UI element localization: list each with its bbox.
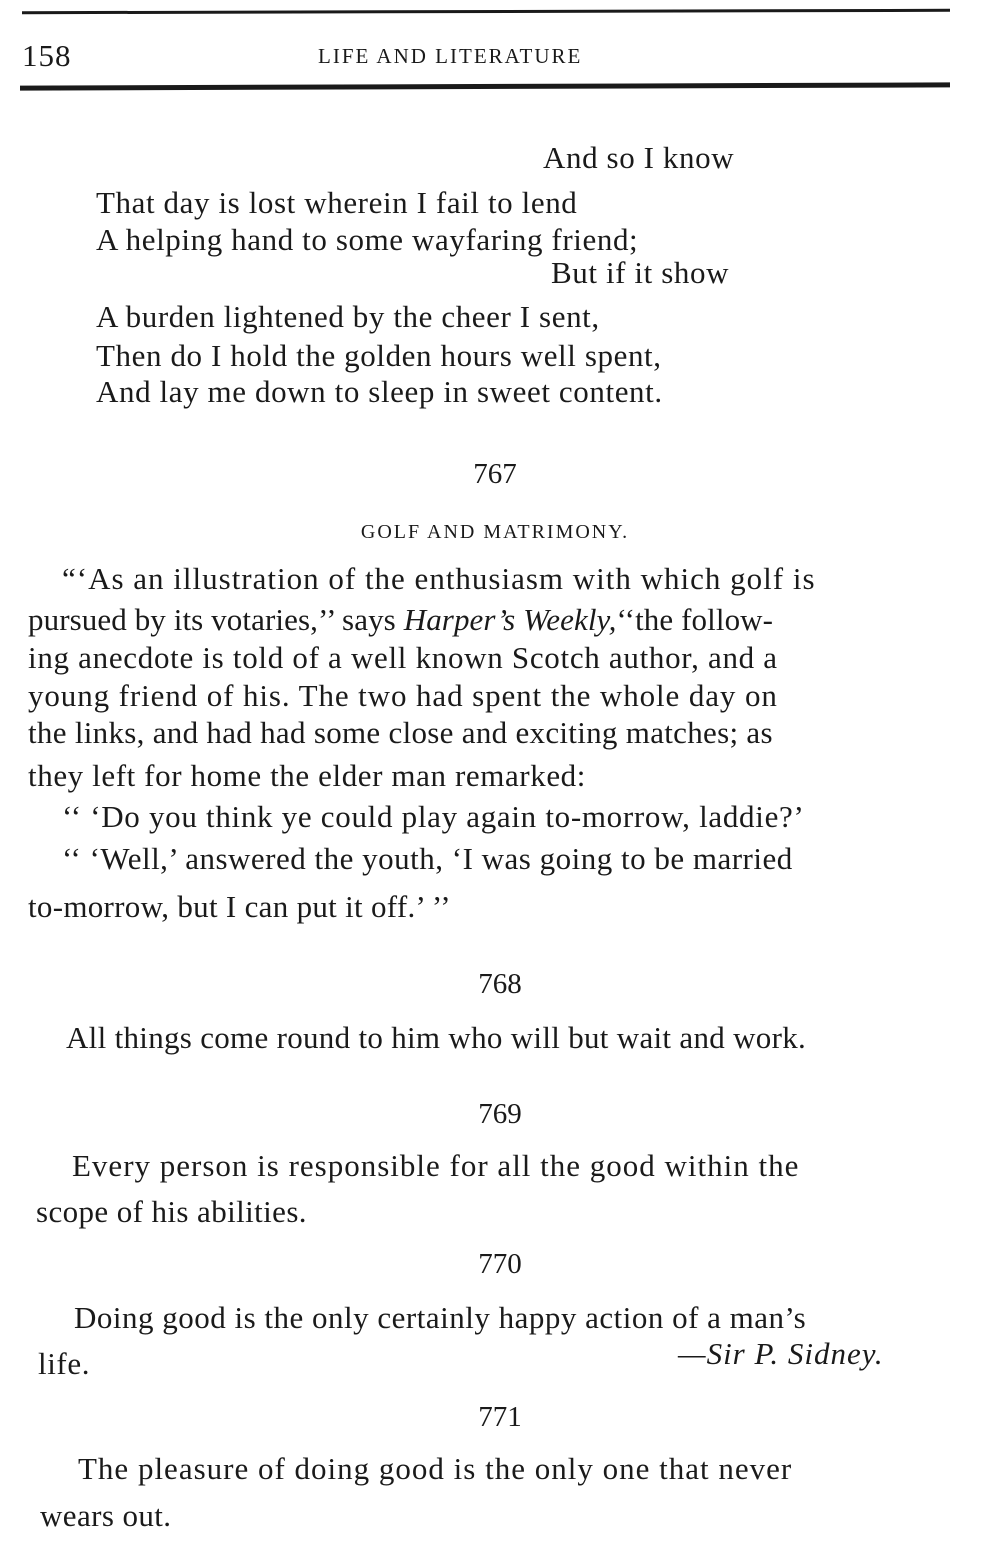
paragraph-line: young friend of his. The two had spent the whole day on [28,678,778,713]
publication-title: Harper’s Weekly, [403,602,617,637]
entry-number: 770 [478,1248,522,1280]
paragraph-line: Every person is responsible for all the good within the [72,1148,800,1183]
paragraph-line [28,604,773,635]
page-number: 158 [22,38,72,73]
entry-number: 767 [473,458,517,490]
poem-line: And so I know [543,140,735,175]
paragraph-line: wears out. [40,1498,172,1533]
running-title: LIFE AND LITERATURE [318,44,583,68]
poem-line: A helping hand to some wayfaring friend; [96,222,639,257]
entry-number: 768 [478,968,522,1000]
paragraph-line: ing anecdote is told of a well known Scotch author, and a [28,640,778,675]
paragraph-line: The pleasure of doing good is the only one that never [78,1451,793,1486]
paragraph-line: ‘‘ ‘Do you think ye could play again to-morrow, laddie?’ [62,799,805,834]
entry-number: 769 [478,1098,522,1130]
paragraph-line: scope of his abilities. [36,1194,307,1229]
paragraph-line: All things come round to him who will but wait and work. [66,1020,807,1055]
paragraph-line: to-morrow, but I can put it off.’ ’’ [28,889,451,924]
attribution: —Sir P. Sidney. [678,1336,884,1371]
paragraph-line: life. [38,1346,91,1381]
entry-title: GOLF AND MATRIMONY. [360,521,630,543]
paragraph-line: Doing good is the only certainly happy action of a man’s [74,1300,807,1335]
header-bottom-rule [20,82,950,90]
entry-number: 771 [478,1401,522,1433]
poem-line: Then do I hold the golden hours well spent, [96,338,662,373]
text-run: pursued by its votaries,’’ says [28,602,404,637]
poem-line: A burden lightened by the cheer I sent, [96,299,600,334]
header-top-rule [22,9,950,14]
paragraph-line: “‘As an illustration of the enthusiasm with which golf is [62,561,816,596]
poem-line: That day is lost wherein I fail to lend [96,185,578,220]
text-run: ‘‘the follow- [616,602,774,637]
paragraph-line: ‘‘ ‘Well,’ answered the youth, ‘I was going to be married [62,841,793,876]
poem-line: But if it show [551,255,730,290]
poem-line: And lay me down to sleep in sweet content. [96,374,663,409]
paragraph-line: the links, and had had some close and exciting matches; as [28,715,773,750]
paragraph-line: they left for home the elder man remarked: [28,758,586,793]
